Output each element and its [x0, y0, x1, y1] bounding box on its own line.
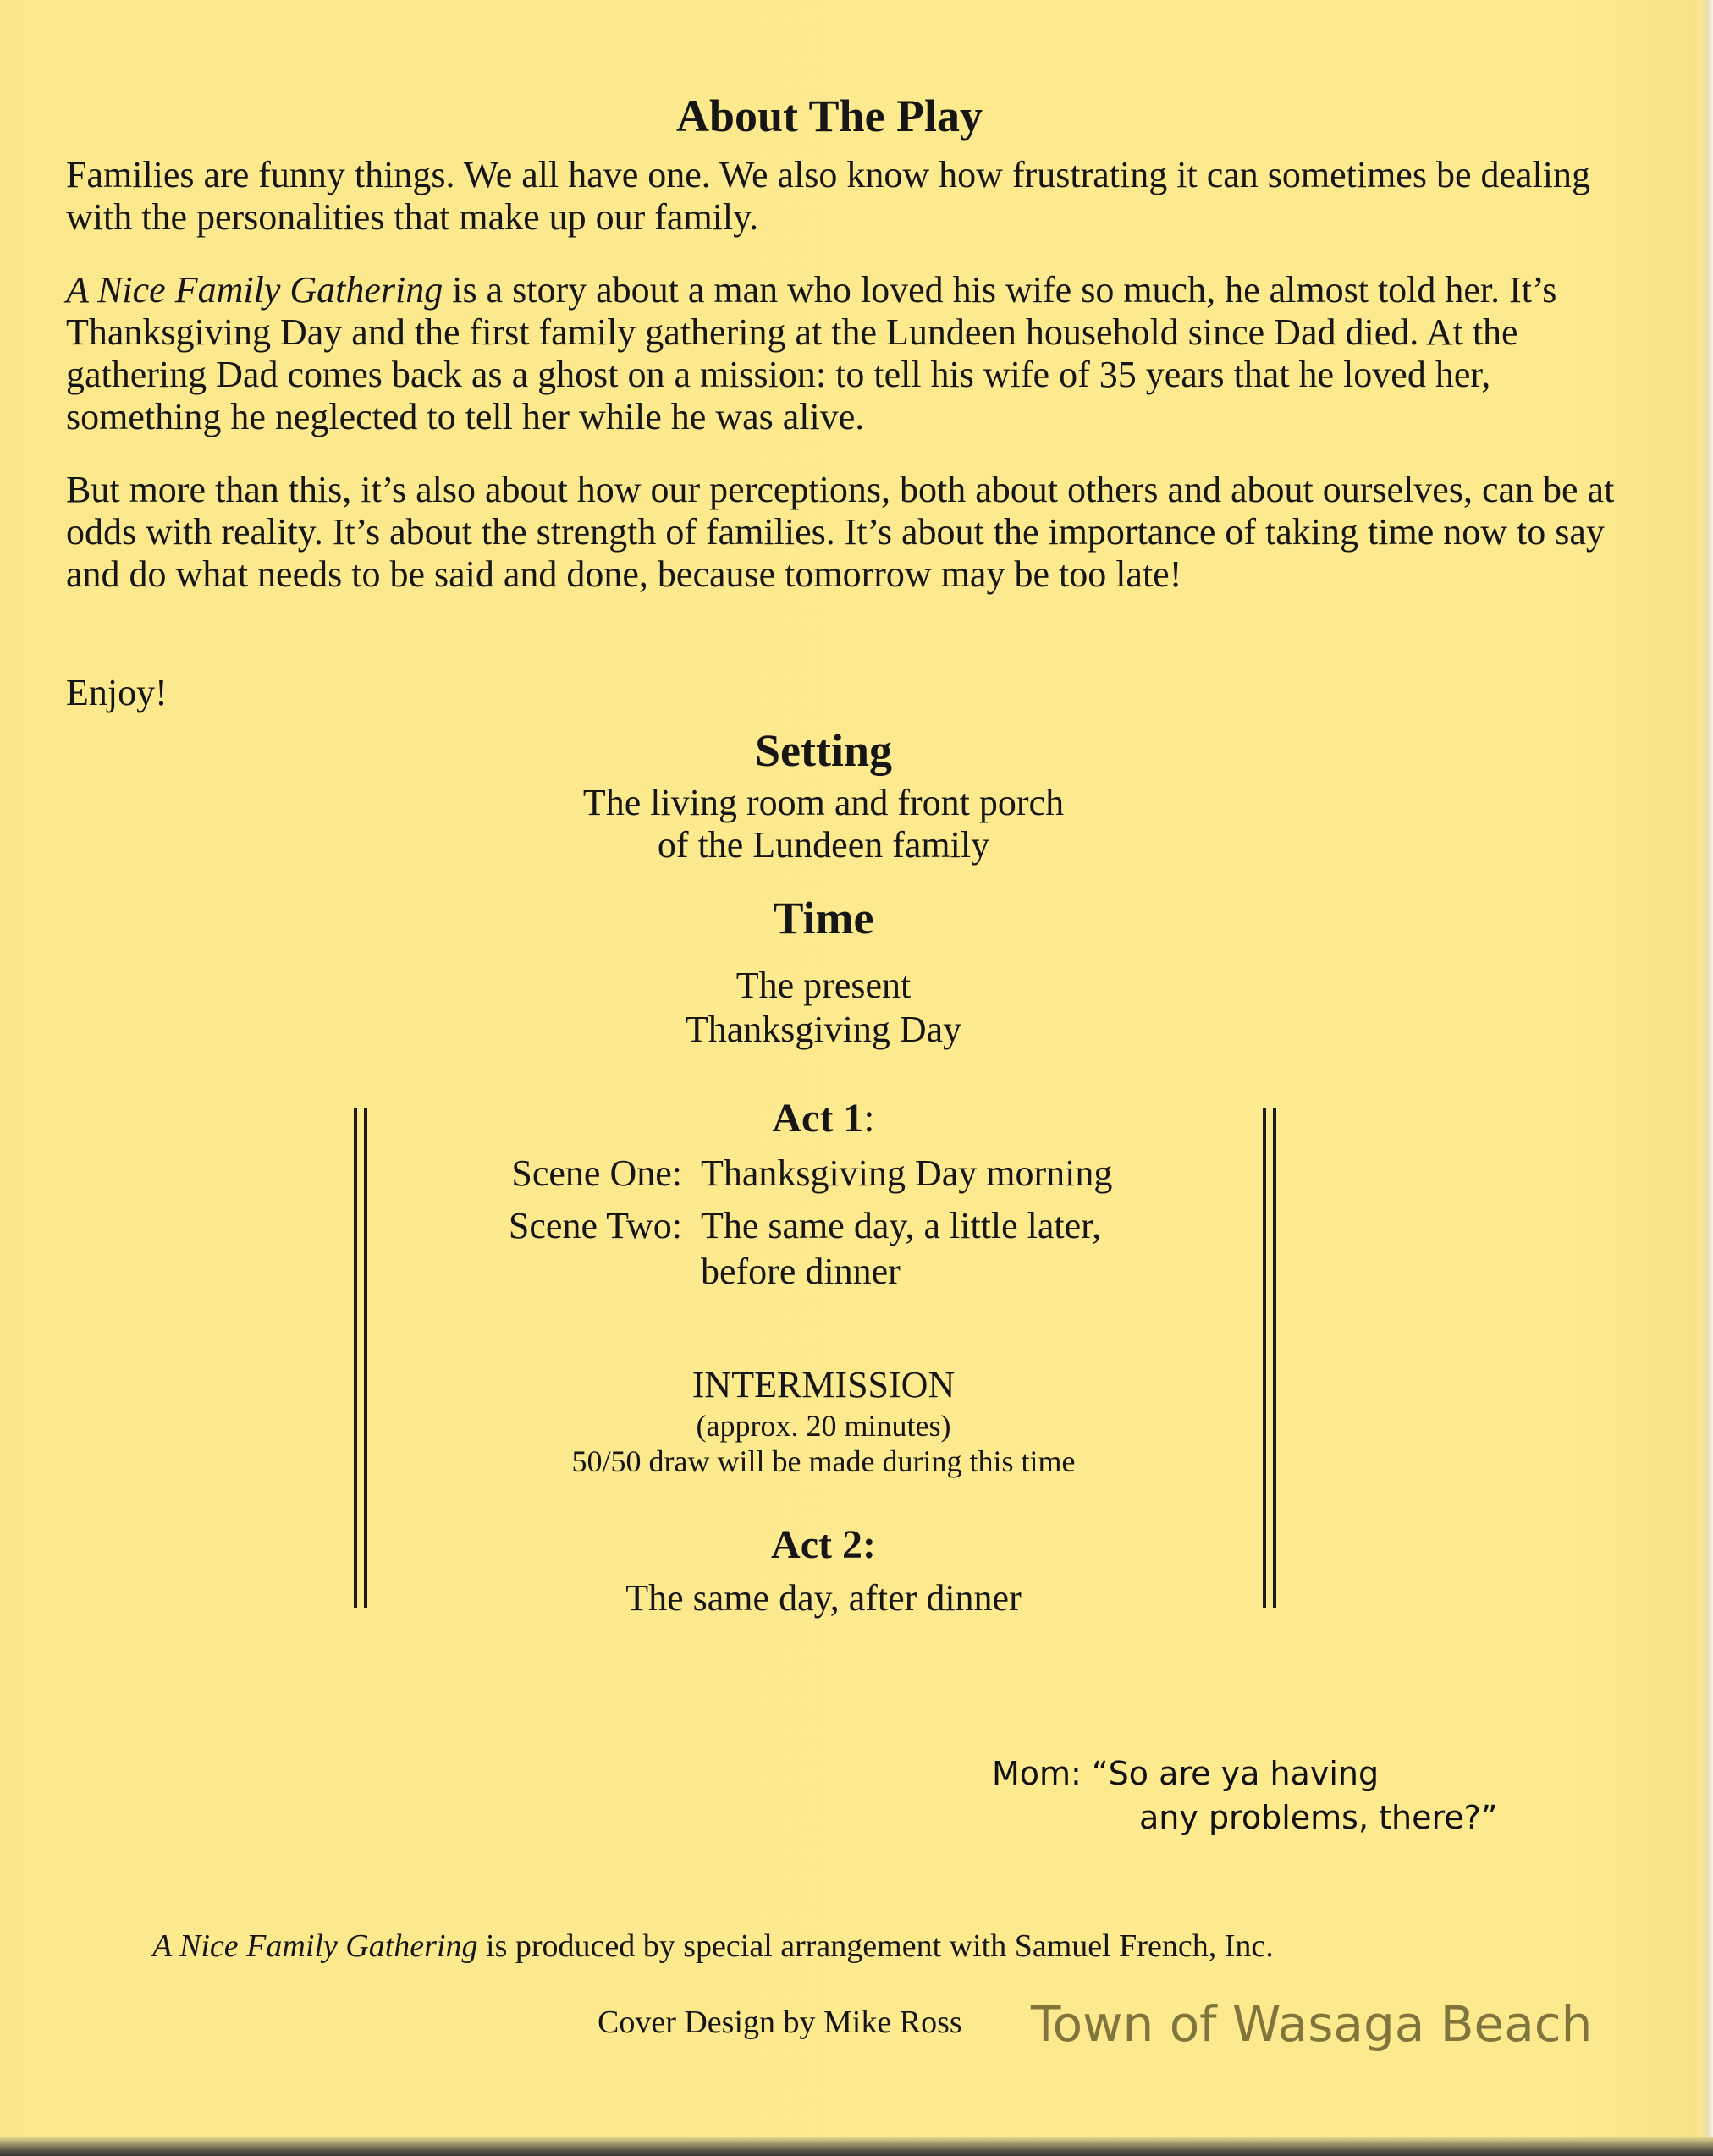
production-credit-title: A Nice Family Gathering — [152, 1928, 478, 1964]
page-title: About The Play — [675, 91, 983, 141]
intermission-heading: INTERMISSION — [691, 1364, 956, 1405]
play-title-italic: A Nice Family Gathering — [66, 269, 443, 311]
production-credit — [152, 1928, 1274, 1965]
quote-line-2: any problems, there?” — [1139, 1799, 1498, 1836]
story-paragraph — [66, 269, 1623, 438]
time-line-2: Thanksgiving Day — [685, 1009, 962, 1050]
scene-one-text: Thanksgiving Day morning — [701, 1152, 1113, 1194]
time-line-1: The present — [735, 965, 912, 1006]
story-paragraph-text: is a story about a man who loved his wife so much, he almost told her. It’s Thanksgiving Day and the first family gathering at the Lundeen household since Dad died. At the gathering Dad comes back as a ghost on a mission: to tell his wife of 35 years that he loved her, something he neglected to tell her while he was alive. — [66, 269, 1557, 437]
setting-heading: Setting — [755, 725, 892, 776]
act2-heading: Act 2: — [771, 1522, 876, 1567]
time-heading: Time — [773, 893, 874, 943]
scene-two-text-continued: before dinner — [701, 1251, 901, 1292]
act1-heading-text: Act 1 — [772, 1096, 864, 1141]
intermission-draw-note: 50/50 draw will be made during this time — [571, 1444, 1076, 1478]
quote-line-1: Mom: “So are ya having — [992, 1755, 1380, 1792]
cover-design-credit: Cover Design by Mike Ross — [598, 2005, 962, 2040]
page-edge-bottom — [0, 2137, 1713, 2156]
intro-paragraph: Families are funny things. We all have one. We also know how frustrating it can sometimes be dealing with the personalities that make up our family. — [66, 154, 1590, 238]
act1-heading-colon: : — [863, 1096, 875, 1141]
act1-heading — [0, 1095, 1647, 1141]
act2-line: The same day, after dinner — [625, 1577, 1022, 1619]
production-credit-text: is produced by special arrangement with Samuel French, Inc. — [477, 1928, 1274, 1964]
scene-one-label: Scene One: — [511, 1152, 682, 1194]
scene-two-continued-row — [462, 1249, 1224, 1300]
scene-two-row — [462, 1203, 1224, 1254]
scene-two-label: Scene Two: — [508, 1205, 682, 1246]
page-edge-right — [1698, 0, 1713, 2156]
intermission-duration: (approx. 20 minutes) — [696, 1409, 951, 1443]
setting-line-2: of the Lundeen family — [657, 824, 990, 866]
setting-line-1: The living room and front porch — [582, 782, 1065, 823]
themes-paragraph: But more than this, it’s also about how our perceptions, both about others and about ourselves, can be at odds with reality. It’s about the strength of families. It’s about the importance of taking time now to say and do what needs to be said and done, because tomorrow may be too late! — [66, 469, 1615, 595]
enjoy-text: Enjoy! — [66, 672, 168, 713]
scene-two-text: The same day, a little later, — [701, 1205, 1102, 1246]
watermark: Town of Wasaga Beach — [1031, 1995, 1593, 2053]
scene-one-row — [462, 1151, 1224, 1202]
